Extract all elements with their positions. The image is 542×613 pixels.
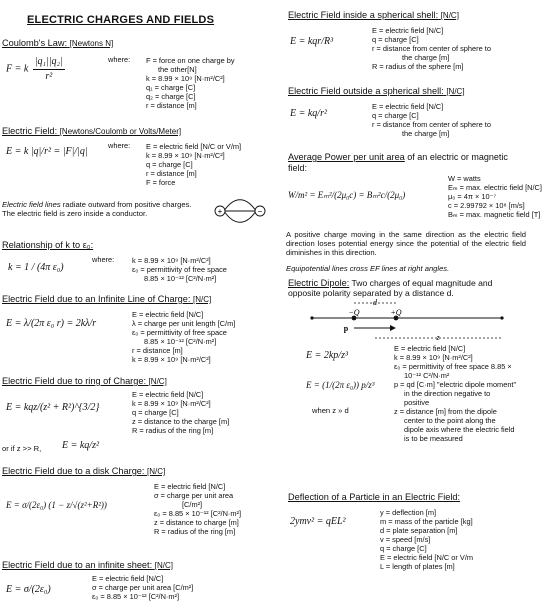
coulomb-where: where: (108, 55, 131, 64)
k-relation-def: ε₀ = permittivity of free space (132, 265, 227, 275)
minus-sign-icon: − (257, 207, 263, 216)
efield-def: q = charge [C] (146, 160, 193, 170)
deflection-def: q = charge [C] (380, 544, 427, 554)
z-label: z (436, 333, 440, 342)
ring-unit: [N/C] (148, 377, 167, 386)
dipole-diagram (306, 298, 506, 342)
ring-heading-text: Electric Field due to ring of Charge: (2, 376, 147, 386)
coulomb-def: k = 8.99 × 10⁹ [N·m²/C²] (146, 74, 225, 84)
efield-def: F = force (146, 178, 176, 188)
line-charge-def: E = electric field [N/C] (132, 310, 204, 319)
power-def: c = 2.99792 × 10⁸ [m/s] (448, 201, 525, 211)
p-arrow-head-icon (390, 325, 396, 331)
line-charge-def: r = distance [m] (132, 346, 183, 356)
k-relation-where: where: (92, 255, 115, 264)
coulomb-heading-text: Coulomb's Law: (2, 38, 68, 48)
ring-heading (2, 376, 167, 387)
dipole-desc: Two charges of equal magnitude and opposite polarity separated by a distance d. (288, 278, 493, 298)
coulomb-fraction (33, 56, 65, 82)
pos-charge-label: +Q (390, 308, 402, 317)
dipole-when: when z » d (312, 406, 349, 415)
shell-inside-def: r = distance from center of sphere to (372, 44, 491, 54)
shell-outside-defs (372, 102, 491, 138)
deflection-defs (380, 508, 473, 571)
dipole-def: is to be measured (404, 434, 463, 444)
shell-inside-defs (372, 26, 491, 71)
shell-inside-formula: E = kqr/R³ (290, 36, 334, 47)
dipole-def: E = electric field [N/C] (394, 344, 466, 353)
ring-def: q = charge [C] (132, 408, 179, 418)
efield-where: where: (108, 141, 131, 150)
disk-formula: E = σ/(2ε₀) (1 − z/√(z²+R²)) (6, 500, 107, 510)
disk-def: [C/m²] (182, 500, 203, 510)
power-def: W = watts (448, 174, 481, 183)
shell-inside-heading-text: Electric Field inside a spherical shell: (288, 10, 439, 20)
k-relation-heading: Relationship of k to ε₀: (2, 240, 94, 250)
field-line-top (224, 200, 256, 211)
dipole-def: center to the point along the (404, 416, 496, 426)
shell-outside-heading (288, 86, 465, 97)
coulomb-def: r = distance [m] (146, 101, 197, 111)
efield-formula: E = k |q|/r² = |F|/|q| (6, 146, 88, 157)
ring-def: z = distance to the charge [m] (132, 417, 230, 427)
deflection-def: d = plate separation [m] (380, 526, 458, 536)
deflection-def: v = speed [m/s] (380, 535, 431, 545)
coulomb-numerator: |q₁||q₂| (33, 56, 65, 70)
page-title: ELECTRIC CHARGES AND FIELDS (27, 14, 215, 26)
line-charge-unit: [N/C] (193, 295, 212, 304)
line-charge-def: 8.85 × 10⁻¹² [C²/N·m²] (144, 337, 217, 347)
power-def: Bₘ = max. magnetic field [T] (448, 210, 541, 220)
k-relation-def: k = 8.99 × 10⁹ [N·m²/C²] (132, 256, 211, 265)
disk-def: R = radius of the ring [m] (154, 527, 236, 537)
coulomb-denominator: r² (45, 70, 53, 82)
disk-unit: [N/C] (147, 467, 166, 476)
disk-heading-text: Electric Field due to a disk Charge: (2, 466, 145, 476)
efield-def: k = 8.99 × 10⁹ [N·m²/C²] (146, 151, 225, 161)
line-charge-heading-text: Electric Field due to an Infinite Line of Charge: (2, 294, 191, 304)
k-relation-defs (132, 256, 227, 283)
shell-inside-def: R = radius of the sphere [m] (372, 62, 464, 72)
shell-outside-def: E = electric field [N/C] (372, 102, 444, 111)
dipole-def: p = qd [C·m] "electric dipole moment" (394, 380, 517, 390)
efield-heading-text: Electric Field: (2, 126, 58, 136)
deflection-def: L = length of plates [m] (380, 562, 455, 572)
sheet-formula: E = σ/(2ε₀) (6, 584, 51, 595)
efield-note (2, 200, 202, 218)
ring-or: or if z >> R, (2, 444, 42, 453)
efield-def: E = electric field [N/C or V/m] (146, 142, 242, 151)
dipole-heading (288, 278, 526, 299)
axis-start-dot (310, 316, 313, 319)
efield-defs (146, 142, 241, 187)
dipole-def: k = 8.99 × 10⁹ [N·m²/C²] (394, 353, 473, 363)
disk-def: E = electric field [N/C] (154, 482, 226, 491)
efield-note-italic: Electric field lines (2, 200, 61, 209)
power-formula: W/m² = Eₘ²/(2μ₀c) = Bₘ²c/(2μ₀) (288, 190, 406, 200)
efield-note-text: radiate outward from positive charges. The electric field is zero inside a conductor. (2, 200, 192, 219)
field-point-dot (500, 316, 503, 319)
line-charge-defs (132, 310, 235, 364)
ring-def: E = electric field [N/C] (132, 390, 204, 399)
d-label: d (373, 298, 377, 307)
line-charge-def: λ = charge per unit length [C/m] (132, 319, 236, 329)
coulomb-def: the other[N] (158, 65, 197, 75)
sheet-defs (92, 574, 193, 601)
shell-inside-def: E = electric field [N/C] (372, 26, 444, 35)
field-lines-diagram (210, 196, 270, 226)
disk-defs (154, 482, 241, 536)
dipole-def: z = distance [m] from the dipole (394, 407, 497, 417)
shell-outside-formula: E = kq/r² (290, 108, 327, 119)
deflection-formula: 2ymv² = qEL² (290, 516, 346, 527)
shell-outside-def: q = charge [C] (372, 111, 419, 121)
dipole-formula: E = 2kp/z³ (306, 350, 348, 361)
shell-outside-def: r = distance from center of sphere to (372, 120, 491, 130)
k-relation-def: 8.85 × 10⁻¹² [C²/N·m²] (144, 274, 217, 284)
power-def: Eₘ = max. electric field [N/C] (448, 183, 542, 193)
coulomb-formula-lhs: F = k (6, 63, 29, 75)
power-heading-rest: of an electric or magnetic field: (288, 152, 508, 173)
coulomb-defs (146, 56, 235, 110)
shell-outside-unit: [N/C] (446, 87, 465, 96)
deflection-def: E = electric field [N/C or V/m (380, 553, 474, 563)
efield-unit: [Newtons/Coulomb or Volts/Meter] (59, 127, 182, 136)
k-relation-formula: k = 1 / (4π ε₀) (8, 262, 64, 273)
ring-formula: E = kqz/(z² + R²)^{3/2} (6, 402, 100, 413)
line-charge-formula: E = λ/(2π ε₀ r) = 2kλ/r (6, 318, 97, 329)
sheet-heading-text: Electric Field due to an infinite sheet: (2, 560, 153, 570)
dipole-def: in the direction negative to (404, 389, 491, 399)
power-note-2: Equipotential lines cross EF lines at right angles. (286, 264, 450, 273)
coulomb-def: q₁ = charge [C] (146, 83, 196, 93)
deflection-def: m = mass of the particle [kg] (380, 517, 473, 527)
field-line-bottom (224, 211, 256, 222)
disk-heading (2, 466, 165, 477)
shell-outside-heading-text: Electric Field outside a spherical shell: (288, 86, 444, 96)
shell-inside-def: q = charge [C] (372, 35, 419, 45)
coulomb-unit: [Newtons N] (69, 39, 114, 48)
plus-sign-icon: + (217, 207, 223, 216)
dipole-heading-text: Electric Dipole: (288, 278, 350, 288)
line-charge-heading (2, 294, 211, 305)
sheet-heading (2, 560, 173, 571)
coulomb-formula (6, 56, 67, 82)
dipole-def: 10⁻¹² C²/N·m² (404, 371, 450, 381)
power-def: μ₀ = 4π × 10⁻⁷ (448, 192, 497, 202)
sheet-def: σ = charge per unit area [C/m²] (92, 583, 194, 593)
ring-def: k = 8.99 × 10⁹ [N·m²/C²] (132, 399, 211, 409)
ring-defs (132, 390, 229, 435)
dipole-formula-2: E = (1/(2π ε₀)) p/z³ (306, 380, 375, 390)
coulomb-heading (2, 38, 113, 49)
dipole-defs (394, 344, 516, 443)
shell-inside-heading (288, 10, 459, 21)
dipole-def: dipole axis where the electric field (404, 425, 515, 435)
line-charge-def: k = 8.99 × 10⁹ [N·m²/C²] (132, 355, 211, 365)
shell-inside-unit: [N/C] (440, 11, 459, 20)
dipole-def: ε₀ = permittivity of free space 8.85 × (394, 362, 512, 372)
ring-def: R = radius of the ring [m] (132, 426, 214, 436)
power-note: A positive charge moving in the same direction as the electric field direction loses potential energy since the potential of the electric field diminishes in this direction. (286, 230, 526, 258)
line-charge-def: ε₀ = permittivity of free space (132, 328, 227, 338)
power-heading-text: Average Power per unit area (288, 152, 405, 162)
p-label: p (343, 324, 349, 333)
deflection-heading: Deflection of a Particle in an Electric Field: (288, 492, 461, 502)
coulomb-def: F = force on one charge by (146, 56, 235, 65)
power-heading (288, 152, 526, 173)
shell-inside-def: the charge [m] (402, 53, 450, 63)
dipole-def: positive (404, 398, 430, 408)
shell-outside-def: the charge [m] (402, 129, 450, 139)
disk-def: σ = charge per unit area (154, 491, 234, 501)
deflection-def: y = deflection [m] (380, 508, 437, 517)
power-defs (448, 174, 542, 219)
efield-def: r = distance [m] (146, 169, 197, 179)
sheet-def: ε₀ = 8.85 × 10⁻¹² [C²/N·m²] (92, 592, 180, 602)
sheet-unit: [N/C] (154, 561, 173, 570)
ring-formula-approx: E = kq/z² (62, 440, 99, 451)
coulomb-def: q₂ = charge [C] (146, 92, 196, 102)
disk-def: ε₀ = 8.85 × 10⁻¹² [C²/N·m²] (154, 509, 242, 519)
neg-charge-label: −Q (348, 308, 360, 317)
efield-heading (2, 126, 181, 137)
sheet-def: E = electric field [N/C] (92, 574, 164, 583)
disk-def: z = distance to charge [m] (154, 518, 239, 528)
